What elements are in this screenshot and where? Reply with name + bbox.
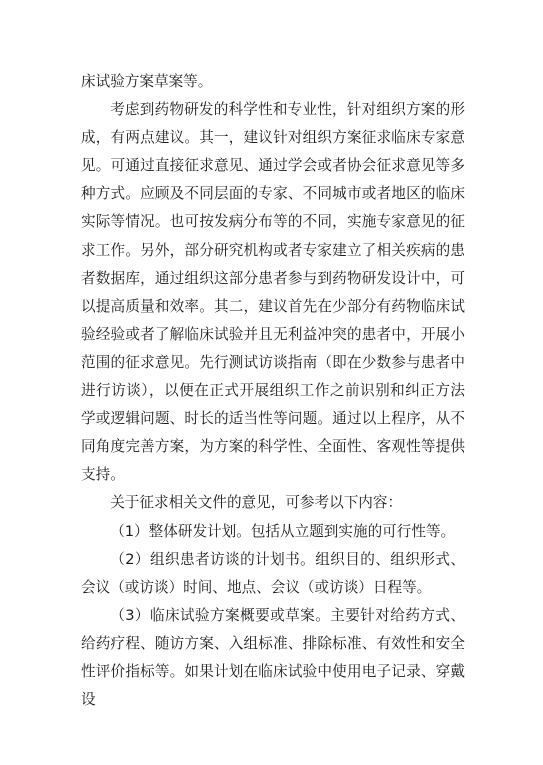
paragraph-documents-intro: 关于征求相关文件的意见，可参考以下内容：: [110, 494, 403, 512]
list-item-1: （1）整体研发计划。包括从立题到实施的可行性等。: [110, 522, 456, 540]
list-item-3: （3）临床试验方案概要或草案。主要针对给药方式、给药疗程、随访方案、入组标准、排除标准、有效性和安全性评价指标等。如果计划在临床试验中使用电子记录、穿戴设: [81, 606, 465, 709]
paragraph-continuation: 床试验方案草案等。: [81, 73, 213, 90]
paragraph-suggestions: 考虑到药物研发的科学性和专业性，针对组织方案的形成，有两点建议。其一，建议针对组织方案征求临床专家意见。可通过直接征求意见、通过学会或者协会征求意见等多种方式。应顾及不同层面的专家、不同城市或者地区的临床实际等情况。也可按发病分布等的不同，实施专家意见的征求工作。另外，部分研究机构或者专家建立了相关疾病的患者数据库，通过组织这部分患者参与到药物研发设计中，可以提高质量和效率。其二，建议首先在少部分有药物临床试验经验或者了解临床试验并且无利益冲突的患者中，开展小范围的征求意见。先行测试访谈指南（即在少数参与患者中进行访谈），以便在正式开展组织工作之前识别和纠正方法学或逻辑问题、时长的适当性等问题。通过以上程序，从不同角度完善方案，为方案的科学性、全面性、客观性等提供支持。: [81, 101, 465, 484]
document-body: [81, 68, 465, 714]
list-item-2: （2）组织患者访谈的计划书。组织目的、组织形式、会议（或访谈）时间、地点、会议（或访谈）日程等。: [81, 550, 465, 596]
